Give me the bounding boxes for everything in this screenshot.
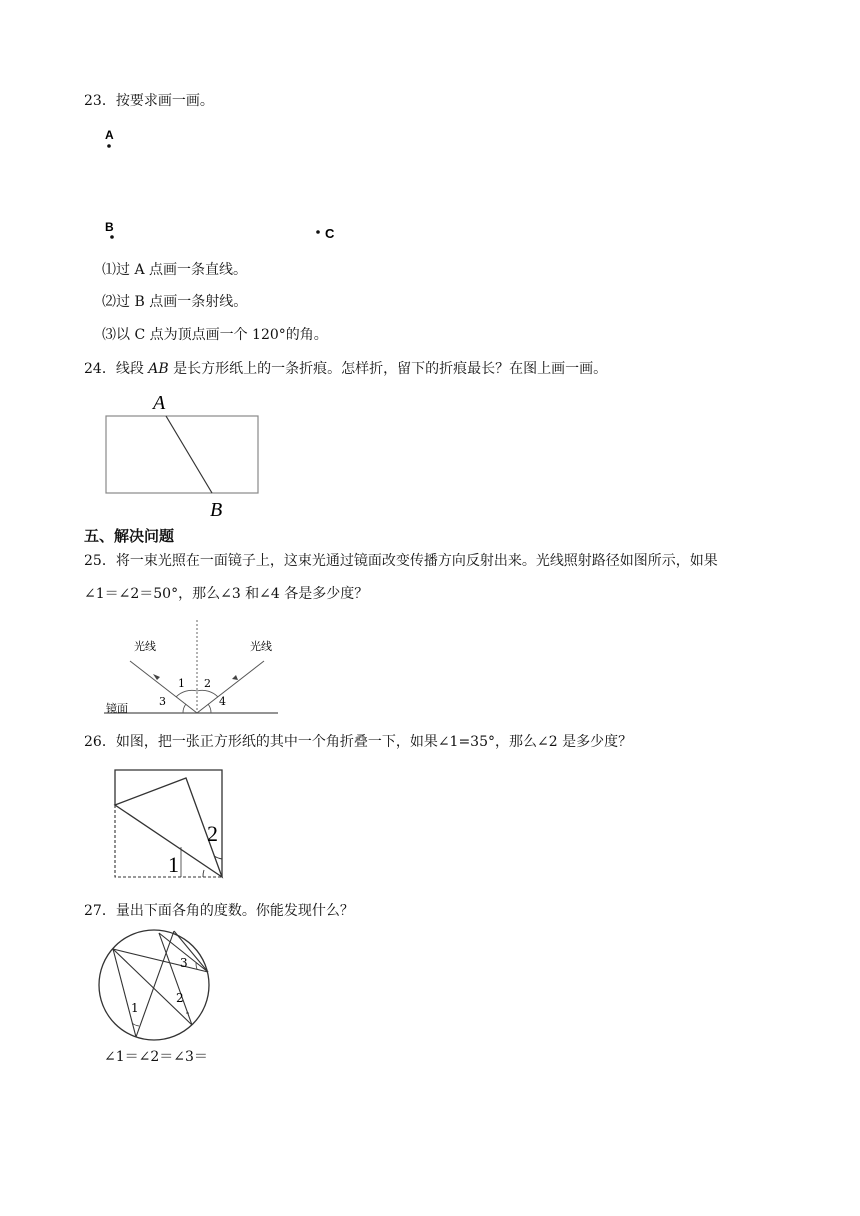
mirror-label: 镜面	[106, 702, 128, 715]
point-a-dot	[107, 144, 111, 148]
chord-3	[136, 931, 174, 1037]
q24-title-post: 是长方形纸上的一条折痕。怎样折，留下的折痕最长？在图上画一画。	[168, 361, 608, 377]
q27-angle-label-1: 1	[131, 1001, 139, 1015]
q25-mirror-figure	[104, 617, 304, 717]
q25-line-2: ∠1＝∠2＝50°，那么∠3 和∠4 各是多少度？	[84, 586, 369, 602]
q27-angle-label-2: 2	[176, 991, 184, 1005]
q25-line-1: 25．将一束光照在一面镜子上，这束光通过镜面改变传播方向反射出来。光线照射路径如图所示，如果	[84, 553, 718, 569]
q27-title: 27．量出下面各角的度数。你能发现什么？	[84, 903, 354, 919]
q24-title-pre: 24．线段	[84, 361, 149, 377]
angle-arc-4	[208, 704, 211, 713]
q23-points-figure	[96, 124, 456, 244]
point-c-dot	[316, 230, 320, 234]
point-a-label: A	[105, 128, 114, 142]
q24-title-ab: AB	[148, 361, 169, 377]
light-right-label: 光线	[250, 640, 272, 653]
q27-circle	[99, 930, 209, 1040]
q26-fold-figure	[110, 765, 230, 885]
angle-arc-3	[183, 704, 186, 713]
q24-rectangle-figure	[100, 390, 270, 520]
point-b-label: B	[105, 220, 114, 234]
angle-arc-1	[176, 690, 197, 697]
reflected-arrow	[232, 675, 238, 680]
q26-angle-arc-1	[203, 870, 204, 877]
q27-angle-arc-3	[196, 963, 197, 969]
angle-label-4: 4	[219, 695, 226, 708]
q23-item-3: ⑶以 C 点为顶点画一个 120°的角。	[102, 327, 328, 343]
angle-label-3: 3	[159, 695, 166, 708]
angle-label-1: 1	[178, 677, 185, 690]
angle-label-2: 2	[204, 677, 211, 690]
angle-arc-2	[197, 690, 218, 697]
q24-title	[84, 360, 607, 378]
label-b: B	[210, 499, 223, 520]
q26-title: 26．如图，把一张正方形纸的其中一个角折叠一下，如果∠1=35°，那么∠2 是多少度？	[84, 734, 633, 750]
q27-circle-figure	[96, 927, 216, 1047]
q27-angle-label-3: 3	[180, 956, 188, 970]
q23-item-1: ⑴过 A 点画一条直线。	[102, 262, 248, 278]
q26-angle-label-1: 1	[168, 852, 179, 877]
q23-item-2: ⑵过 B 点画一条射线。	[102, 294, 248, 310]
light-left-label: 光线	[134, 640, 156, 653]
label-a: A	[153, 392, 166, 414]
fold-line-ab	[166, 416, 212, 493]
q26-angle-label-2: 2	[207, 821, 218, 846]
section-title: 五、解决问题	[84, 527, 175, 545]
q23-title: 23．按要求画一画。	[84, 93, 214, 109]
point-c-label: C	[325, 226, 335, 241]
point-b-dot	[110, 235, 114, 239]
q27-answer: ∠1＝∠2＝∠3＝	[104, 1049, 208, 1065]
paper-rectangle	[106, 416, 258, 493]
